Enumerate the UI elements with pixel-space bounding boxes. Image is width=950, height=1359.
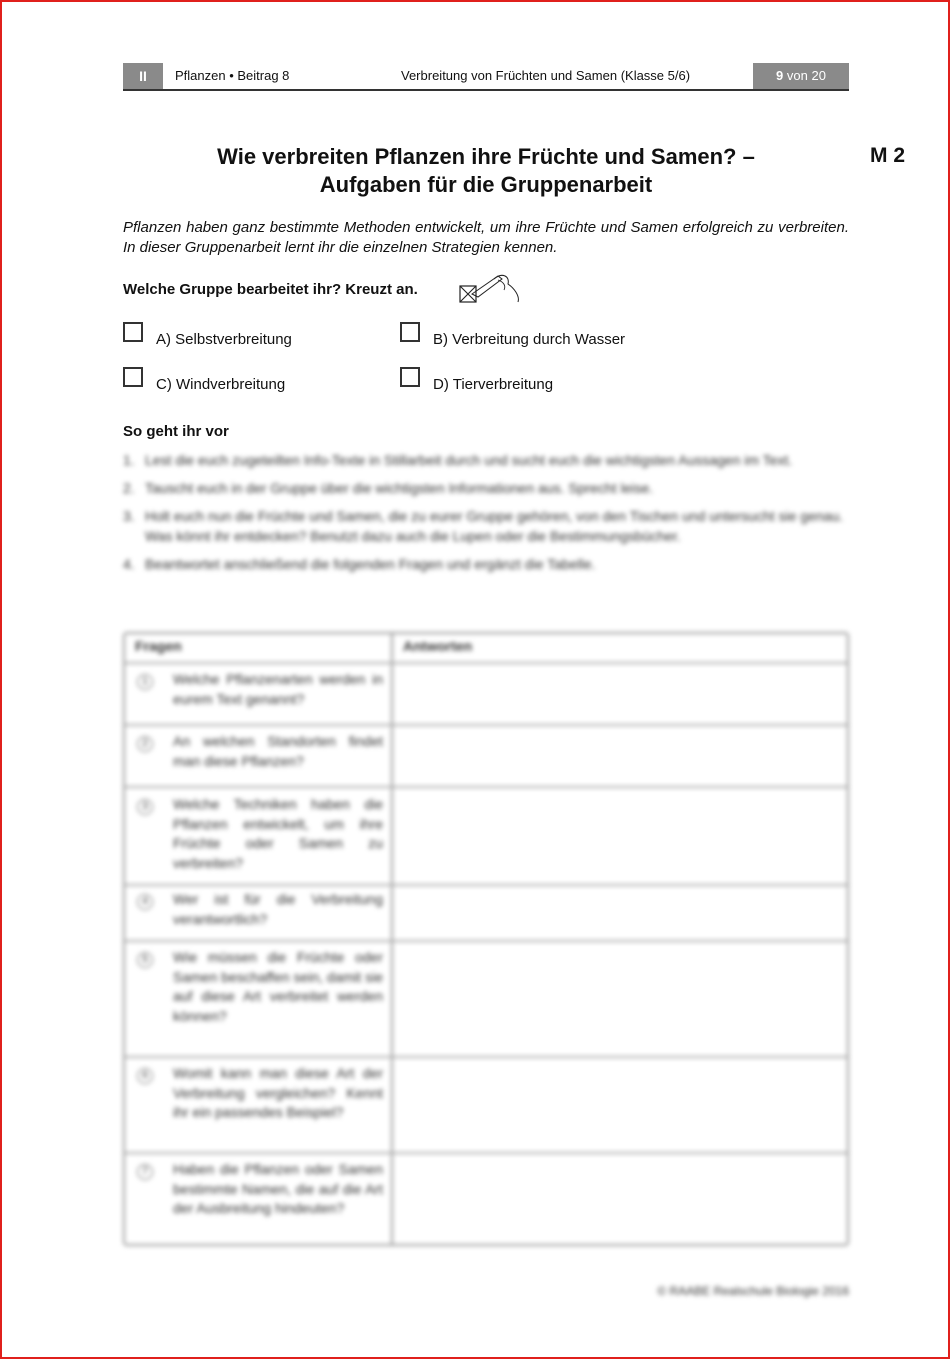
header-divider — [125, 662, 847, 664]
page-total: von 20 — [786, 68, 826, 83]
row-divider — [125, 724, 847, 726]
row-question: Womit kann man diese Art der Verbreitung vergleichen? Kennt ihr ein passendes Beispiel? — [173, 1065, 383, 1120]
row-number: 3 — [137, 799, 153, 815]
step-2-text: Tauscht euch in der Gruppe über die wichtigsten Informationen aus. Sprecht leise. — [145, 480, 654, 496]
checkbox-b[interactable] — [400, 322, 420, 342]
step-4 — [123, 554, 849, 574]
material-label: M 2 — [870, 144, 906, 167]
row-question: An welchen Standorten findet man diese Pflanzen? — [173, 733, 383, 769]
row-divider — [125, 1056, 847, 1058]
step-4-num: 4. — [123, 556, 135, 572]
header-topic: Pflanzen • Beitrag 8 — [175, 68, 290, 83]
row-question: Welche Techniken haben die Pflanzen entwickelt, um ihre Früchte oder Samen zu verbreiten? — [173, 796, 383, 871]
step-3-num: 3. — [123, 508, 135, 524]
row-divider — [125, 786, 847, 788]
row-question: Wie müssen die Früchte oder Samen beschaffen sein, damit sie auf diese Art verbreitet werden können? — [173, 949, 383, 1024]
step-1-num: 1. — [123, 452, 135, 468]
step-3-text: Holt euch nun die Früchte und Samen, die zu eurer Gruppe gehören, von den Tischen und untersucht sie genau. Was könnt ihr entdecken? Benutzt dazu auch die Lupen oder die Bestimmungsbücher. — [145, 508, 844, 544]
step-4-text: Beantwortet anschließend die folgenden Fragen und ergänzt die Tabelle. — [145, 556, 596, 572]
step-2-num: 2. — [123, 480, 135, 496]
row-divider — [125, 940, 847, 942]
intro-text: Pflanzen haben ganz bestimmte Methoden entwickelt, um ihre Früchte und Samen erfolgreich zu verbreiten. In dieser Gruppenarbeit lernt ihr die einzelnen Strategien kennen. — [123, 219, 849, 256]
checkbox-a[interactable] — [123, 322, 143, 342]
title-line-1: Wie verbreiten Pflanzen ihre Früchte und Samen? – — [217, 144, 755, 169]
checkbox-d[interactable] — [400, 367, 420, 387]
row-number: 1 — [137, 674, 153, 690]
page-current: 9 — [776, 68, 784, 83]
row-number: 6 — [137, 1068, 153, 1084]
row-question: Welche Pflanzenarten werden in eurem Text genannt? — [173, 671, 383, 707]
row-number: 2 — [137, 736, 153, 752]
page-number — [753, 63, 849, 89]
header-questions: Fragen — [135, 638, 182, 654]
answer-table — [123, 632, 849, 1246]
step-1-text: Lest die euch zugeteilten Info-Texte in Stillarbeit durch und sucht euch die wichtigsten Aussagen im Text. — [145, 452, 793, 468]
worksheet-title — [123, 143, 849, 199]
row-question: Haben die Pflanzen oder Samen bestimmte Namen, die auf die Art der Ausbreitung hindeuten? — [173, 1161, 383, 1216]
option-b-label: B) Verbreitung durch Wasser — [433, 331, 626, 348]
option-c-label: C) Windverbreitung — [156, 376, 286, 393]
header-answers: Antworten — [403, 638, 473, 654]
row-number: 7 — [137, 1164, 153, 1180]
header-subtitle: Verbreitung von Früchten und Samen (Klasse 5/6) — [401, 68, 691, 83]
row-divider — [125, 1152, 847, 1154]
step-1 — [123, 450, 849, 470]
step-3 — [123, 506, 849, 546]
checkbox-c[interactable] — [123, 367, 143, 387]
page-header — [123, 63, 849, 91]
group-question: Welche Gruppe bearbeitet ihr? Kreuzt an. — [123, 281, 418, 298]
row-number: 5 — [137, 952, 153, 968]
option-d-label: D) Tierverbreitung — [433, 376, 554, 393]
instruction-steps — [123, 450, 849, 582]
series-mark: II — [123, 63, 163, 89]
section-title: So geht ihr vor — [123, 423, 229, 440]
title-line-2: Aufgaben für die Gruppenarbeit — [319, 172, 653, 197]
step-2 — [123, 478, 849, 498]
copyright-footer: © RAABE Realschule Biologie 2016 — [657, 1284, 849, 1298]
option-a-label: A) Selbstverbreitung — [156, 331, 292, 348]
pen-checkbox-icon — [458, 270, 522, 306]
row-divider — [125, 884, 847, 886]
row-number: 4 — [137, 894, 153, 910]
row-question: Wer ist für die Verbreitung verantwortlich? — [173, 891, 383, 927]
